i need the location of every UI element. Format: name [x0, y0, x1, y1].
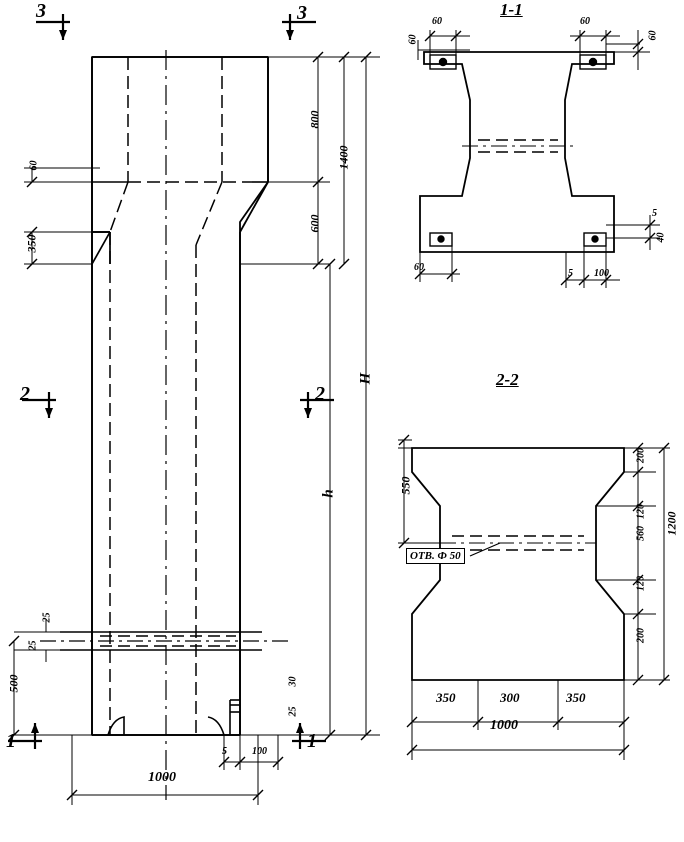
section-title-2-2: 2-2 [496, 370, 519, 389]
dim-120-s22-bottom: 120 [635, 576, 647, 591]
dim-350-s22-left: 350 [436, 690, 456, 705]
dim-300-s22: 300 [500, 690, 520, 705]
dim-40-s11-right: 40 [655, 232, 667, 243]
dim-200-s22-top: 200 [635, 448, 647, 463]
dim-600: 600 [307, 214, 322, 233]
dim-60-left: 60 [28, 160, 40, 171]
section-mark-2-right: 2 [315, 383, 325, 405]
section-title-1-1: 1-1 [500, 0, 523, 19]
dim-25-a: 25 [41, 612, 53, 623]
dim-350-s22-right: 350 [566, 690, 586, 705]
dim-30-elevation: 30 [287, 676, 299, 687]
dim-120-s22-top: 120 [635, 504, 647, 519]
section-mark-1-left: 1 [6, 730, 16, 752]
dim-60-s11-bottom: 60 [414, 262, 424, 273]
dim-5-s11-right: 5 [652, 208, 657, 219]
dim-350-left: 350 [24, 234, 39, 253]
dim-500-left: 500 [6, 674, 21, 693]
section-mark-3-right: 3 [297, 2, 307, 24]
dim-25-b: 25 [27, 640, 39, 651]
dim-60-s11-c: 60 [580, 16, 590, 27]
dim-60-s11-a: 60 [432, 16, 442, 27]
dim-100-s11: 100 [594, 268, 609, 279]
dim-h: h [320, 489, 337, 498]
dim-1000-elevation: 1000 [148, 770, 176, 785]
dim-60-s11-d: 60 [647, 30, 659, 41]
dim-550-s22: 550 [398, 476, 413, 495]
dim-560-s22: 560 [635, 526, 647, 541]
dim-200-s22-bottom: 200 [635, 628, 647, 643]
section-mark-3-left: 3 [36, 0, 46, 22]
dim-25-elevation: 25 [287, 706, 299, 717]
dim-5-elevation: 5 [222, 746, 227, 757]
dim-800: 800 [307, 110, 322, 129]
section-mark-1-right: 1 [307, 730, 317, 752]
dim-100-elevation: 100 [252, 746, 267, 757]
dim-60-s11-b: 60 [407, 34, 419, 45]
dim-1400: 1400 [336, 145, 351, 170]
dim-5-s11: 5 [568, 268, 573, 279]
hole-note-label: ОТВ. Ф 50 [406, 548, 465, 564]
dim-1000-s22: 1000 [490, 718, 518, 733]
section-mark-2-left: 2 [20, 383, 30, 405]
dim-H: H [357, 372, 374, 385]
dim-1200-s22: 1200 [664, 511, 679, 536]
